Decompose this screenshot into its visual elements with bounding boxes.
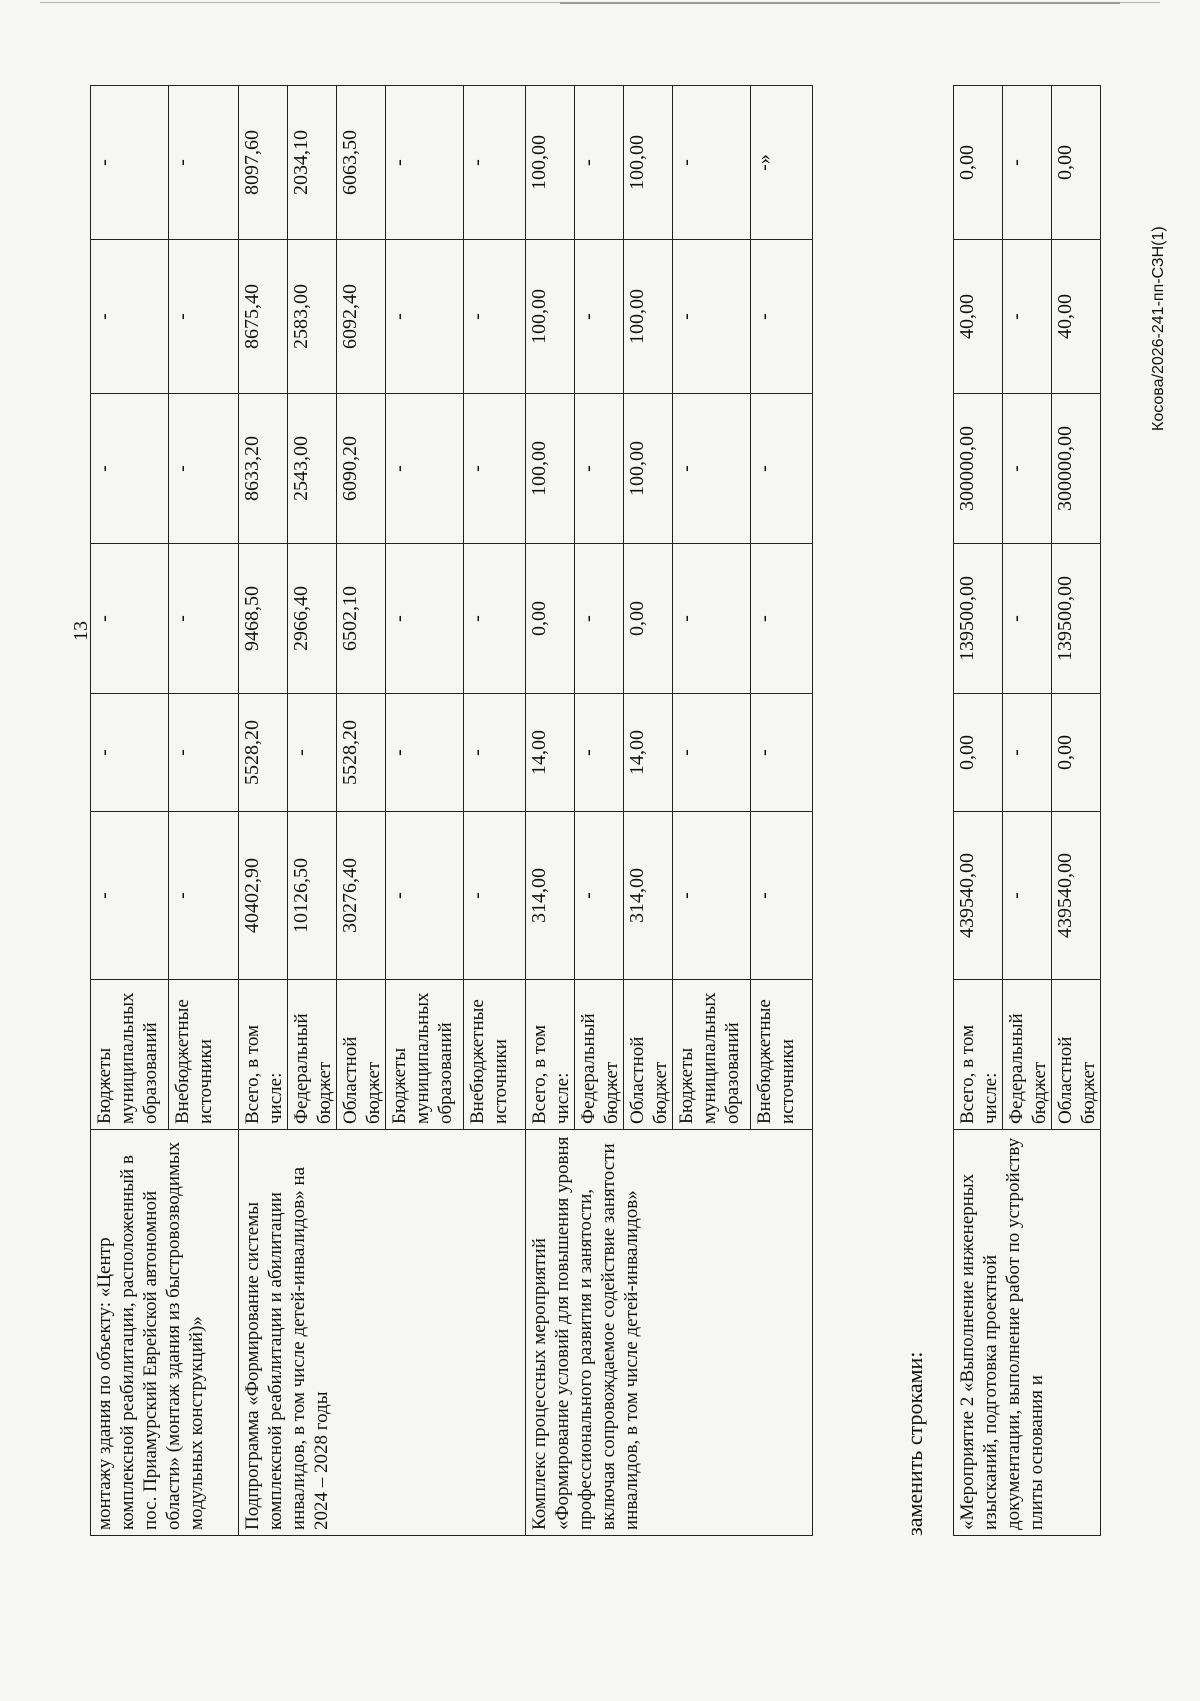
funding-source-cell: Всего, в том числе:: [954, 980, 1003, 1130]
amount-cell: 2966,40: [288, 544, 337, 694]
amount-cell: -: [169, 812, 239, 980]
funding-source-cell: Всего, в том числе:: [526, 980, 575, 1130]
amount-cell: 300000,00: [1052, 394, 1101, 544]
amount-cell: -: [464, 812, 526, 980]
amount-cell: 0,00: [954, 86, 1003, 240]
funding-source-cell: Всего, в том числе:: [239, 980, 288, 1130]
amount-cell: -: [673, 694, 751, 812]
amount-cell: 14,00: [526, 694, 575, 812]
amount-cell: 6090,20: [337, 394, 386, 544]
amount-cell: -: [464, 240, 526, 394]
amount-cell: -»: [751, 86, 813, 240]
amount-cell: -: [386, 240, 464, 394]
table-row: [526, 86, 575, 1536]
amount-cell: -: [169, 240, 239, 394]
program-name-cell: Подпрограмма «Формирование системы комплексной реабилитации и абилитации инвалидов, в том числе детей-инвалидов» на 2024 – 2028 годы: [239, 1130, 526, 1536]
amount-cell: 439540,00: [1052, 812, 1101, 980]
amount-cell: 100,00: [624, 394, 673, 544]
amount-cell: 0,00: [1052, 694, 1101, 812]
amount-cell: 139500,00: [954, 544, 1003, 694]
amount-cell: -: [386, 544, 464, 694]
funding-source-cell: Внебюджетные источники: [169, 980, 239, 1130]
amount-cell: -: [1003, 544, 1052, 694]
amount-cell: -: [751, 812, 813, 980]
amount-cell: -: [91, 544, 169, 694]
table-row: [91, 86, 169, 1536]
amount-cell: -: [673, 240, 751, 394]
amount-cell: 300000,00: [954, 394, 1003, 544]
amount-cell: -: [464, 544, 526, 694]
amount-cell: 8675,40: [239, 240, 288, 394]
budget-table: [90, 85, 813, 1536]
amount-cell: -: [673, 86, 751, 240]
amount-cell: 8633,20: [239, 394, 288, 544]
amount-cell: -: [1003, 86, 1052, 240]
amount-cell: -: [464, 694, 526, 812]
amount-cell: -: [751, 544, 813, 694]
amount-cell: -: [575, 694, 624, 812]
amount-cell: 5528,20: [337, 694, 386, 812]
amount-cell: -: [169, 694, 239, 812]
funding-source-cell: Бюджеты муниципальных образований: [673, 980, 751, 1130]
amount-cell: -: [575, 86, 624, 240]
table-row: [239, 86, 288, 1536]
amount-cell: -: [575, 240, 624, 394]
amount-cell: 2543,00: [288, 394, 337, 544]
amount-cell: 0,00: [1052, 86, 1101, 240]
funding-source-cell: Бюджеты муниципальных образований: [91, 980, 169, 1130]
amount-cell: -: [169, 544, 239, 694]
amount-cell: 40,00: [954, 240, 1003, 394]
amount-cell: -: [386, 694, 464, 812]
amount-cell: -: [673, 544, 751, 694]
amount-cell: 0,00: [526, 544, 575, 694]
amount-cell: 100,00: [526, 394, 575, 544]
amount-cell: 6092,40: [337, 240, 386, 394]
amount-cell: -: [1003, 694, 1052, 812]
amount-cell: 139500,00: [1052, 544, 1101, 694]
funding-source-cell: Внебюджетные источники: [464, 980, 526, 1130]
amount-cell: 100,00: [624, 240, 673, 394]
program-name-cell: «Мероприятие 2 «Выполнение инженерных изысканий, подготовка проектной документации, выполнение работ по устройству плиты основания и: [954, 1130, 1101, 1536]
amount-cell: 0,00: [624, 544, 673, 694]
amount-cell: -: [386, 394, 464, 544]
amount-cell: 6063,50: [337, 86, 386, 240]
amount-cell: -: [673, 812, 751, 980]
amount-cell: -: [575, 394, 624, 544]
page-number: 13: [70, 621, 92, 641]
amount-cell: -: [91, 240, 169, 394]
funding-source-cell: Федеральный бюджет: [575, 980, 624, 1130]
amount-cell: 100,00: [526, 240, 575, 394]
amount-cell: 0,00: [954, 694, 1003, 812]
funding-source-cell: Внебюджетные источники: [751, 980, 813, 1130]
amount-cell: -: [575, 812, 624, 980]
amount-cell: -: [169, 86, 239, 240]
funding-source-cell: Федеральный бюджет: [1003, 980, 1052, 1130]
amount-cell: -: [751, 240, 813, 394]
amount-cell: -: [751, 394, 813, 544]
amount-cell: 40,00: [1052, 240, 1101, 394]
funding-source-cell: Областной бюджет: [337, 980, 386, 1130]
amount-cell: 40402,90: [239, 812, 288, 980]
amount-cell: 30276,40: [337, 812, 386, 980]
amount-cell: -: [386, 812, 464, 980]
amount-cell: 2034,10: [288, 86, 337, 240]
amount-cell: 314,00: [526, 812, 575, 980]
funding-source-cell: Бюджеты муниципальных образований: [386, 980, 464, 1130]
amount-cell: -: [169, 394, 239, 544]
amount-cell: -: [288, 694, 337, 812]
amount-cell: -: [386, 86, 464, 240]
amount-cell: 8097,60: [239, 86, 288, 240]
funding-source-cell: Областной бюджет: [1052, 980, 1101, 1130]
amount-cell: -: [575, 544, 624, 694]
amount-cell: 439540,00: [954, 812, 1003, 980]
amount-cell: -: [464, 86, 526, 240]
amount-cell: -: [91, 812, 169, 980]
amount-cell: 9468,50: [239, 544, 288, 694]
funding-source-cell: Федеральный бюджет: [288, 980, 337, 1130]
funding-source-cell: Областной бюджет: [624, 980, 673, 1130]
amount-cell: 2583,00: [288, 240, 337, 394]
amount-cell: -: [751, 694, 813, 812]
amount-cell: -: [1003, 812, 1052, 980]
amount-cell: -: [464, 394, 526, 544]
document-footer-id: Косова/2026-241-пп-СЗН(1): [1150, 226, 1167, 431]
amount-cell: -: [91, 86, 169, 240]
amount-cell: 314,00: [624, 812, 673, 980]
table-row: [954, 86, 1003, 1536]
amount-cell: -: [1003, 240, 1052, 394]
amount-cell: -: [673, 394, 751, 544]
program-name-cell: монтажу здания по объекту: «Центр комплексной реабилитации, расположенный в пос. Приамурский Еврейской автономной области» (монтаж здания из быстровозводимых модульных конструкций)»: [91, 1130, 239, 1536]
replacement-table: [953, 85, 1101, 1536]
program-name-cell: Комплекс процессных мероприятий «Формирование условий для повышения уровня профессионального развития и занятости, включая сопровождаемое содействие занятости инвалидов, в том числе детей-инвалидов»: [526, 1130, 813, 1536]
amount-cell: 100,00: [526, 86, 575, 240]
amount-cell: 6502,10: [337, 544, 386, 694]
amount-cell: -: [91, 694, 169, 812]
amount-cell: 14,00: [624, 694, 673, 812]
amount-cell: -: [1003, 394, 1052, 544]
amount-cell: 10126,50: [288, 812, 337, 980]
replace-with-rows-text: заменить строками:: [902, 1351, 927, 1536]
amount-cell: 5528,20: [239, 694, 288, 812]
amount-cell: 100,00: [624, 86, 673, 240]
amount-cell: -: [91, 394, 169, 544]
